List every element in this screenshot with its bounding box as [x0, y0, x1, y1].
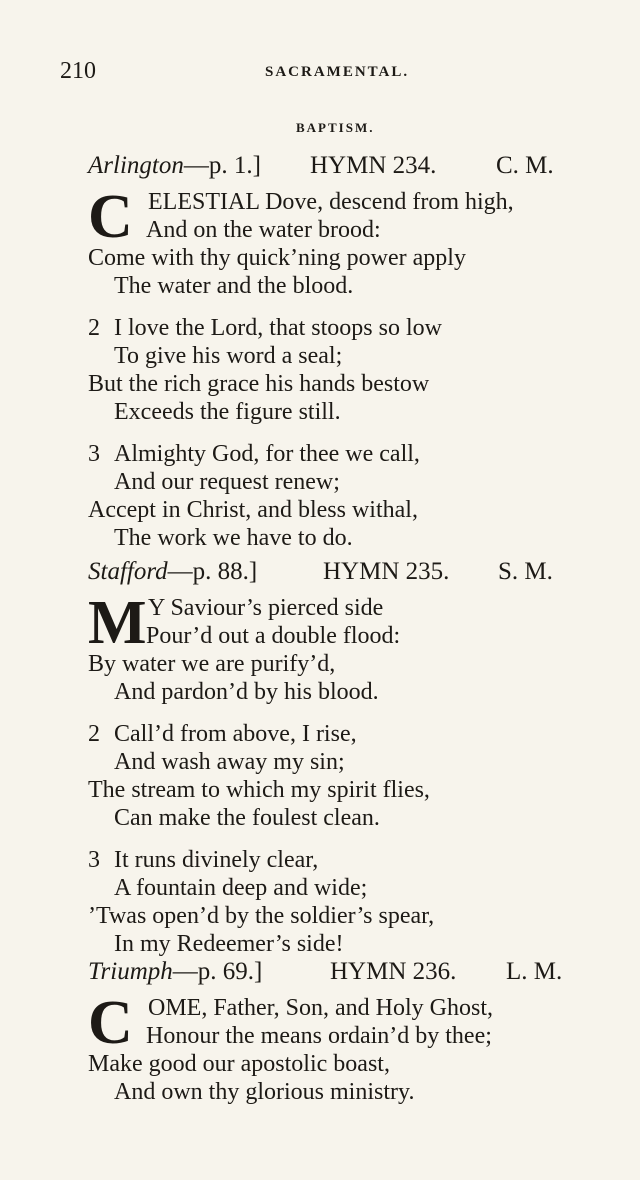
verse-line: Come with thy quick’ning power apply	[88, 245, 466, 271]
hymn-heading	[88, 558, 598, 594]
hymn-number: HYMN 236.	[330, 958, 457, 985]
verse-line: But the rich grace his hands bestow	[88, 371, 430, 397]
stanza-2	[88, 314, 598, 426]
page-header	[60, 58, 580, 88]
verse-line: Call’d from above, I rise,	[114, 721, 357, 747]
stanza-1	[88, 989, 598, 1106]
drop-cap: M	[88, 589, 147, 657]
page-number: 210	[60, 58, 96, 84]
verse-line: And our request renew;	[114, 469, 340, 495]
verse-number: 2	[88, 315, 100, 341]
verse-line: Y Saviour’s pierced side	[148, 595, 384, 621]
verse-line: Make good our apostolic boast,	[88, 1051, 390, 1077]
hymn-235	[88, 558, 598, 958]
hymn-number: HYMN 234.	[310, 152, 437, 179]
verse-line: In my Redeemer’s side!	[114, 931, 344, 957]
hymn-234	[88, 152, 598, 552]
stanza-3	[88, 440, 598, 552]
stanza-1	[88, 589, 598, 706]
verse-number: 3	[88, 441, 100, 467]
verse-line: Honour the means ordain’d by thee;	[146, 1023, 492, 1049]
verse-line: Accept in Christ, and bless withal,	[88, 497, 418, 523]
verse-line: It runs divinely clear,	[114, 847, 319, 873]
verse-number: 3	[88, 847, 100, 873]
section-title: BAPTISM.	[296, 120, 375, 135]
verse-line: ’Twas open’d by the soldier’s spear,	[88, 903, 435, 929]
stanza-2	[88, 720, 598, 832]
tune-name: Stafford—p. 88.]	[88, 558, 258, 585]
verse-line: The work we have to do.	[114, 525, 353, 551]
verse-line: I love the Lord, that stoops so low	[114, 315, 442, 341]
stanza-3	[88, 846, 598, 958]
hymn-meter: C. M.	[496, 152, 554, 179]
hymn-number: HYMN 235.	[323, 558, 450, 585]
verse-line: And wash away my sin;	[114, 749, 345, 775]
hymn-meter: S. M.	[498, 558, 553, 585]
verse-line: ELESTIAL Dove, descend from high,	[148, 189, 514, 215]
verse-line: Can make the foulest clean.	[114, 805, 380, 831]
verse-number: 2	[88, 721, 100, 747]
verse-line: Almighty God, for thee we call,	[114, 441, 420, 467]
verse-line: Exceeds the figure still.	[114, 399, 341, 425]
verse-line: The water and the blood.	[114, 273, 354, 299]
tune-name: Arlington—p. 1.]	[88, 152, 261, 179]
verse-line: OME, Father, Son, and Holy Ghost,	[148, 995, 494, 1021]
verse-line: Pour’d out a double flood:	[146, 623, 401, 649]
verse-line: A fountain deep and wide;	[114, 875, 368, 901]
hymn-heading	[88, 958, 598, 994]
verse-line: And own thy glorious ministry.	[114, 1079, 415, 1105]
verse-line: The stream to which my spirit flies,	[88, 777, 430, 803]
drop-cap: C	[88, 989, 133, 1057]
verse-line: By water we are purify’d,	[88, 651, 336, 677]
verse-line: To give his word a seal;	[114, 343, 343, 369]
tune-name: Triumph—p. 69.]	[88, 958, 263, 985]
hymn-heading	[88, 152, 598, 188]
running-title: SACRAMENTAL.	[265, 64, 410, 80]
verse-line: And pardon’d by his blood.	[114, 679, 379, 705]
stanza-1	[88, 183, 598, 300]
hymn-236	[88, 958, 598, 1106]
hymn-meter: L. M.	[506, 958, 563, 985]
verse-line: And on the water brood:	[146, 217, 381, 243]
drop-cap: C	[88, 183, 133, 251]
